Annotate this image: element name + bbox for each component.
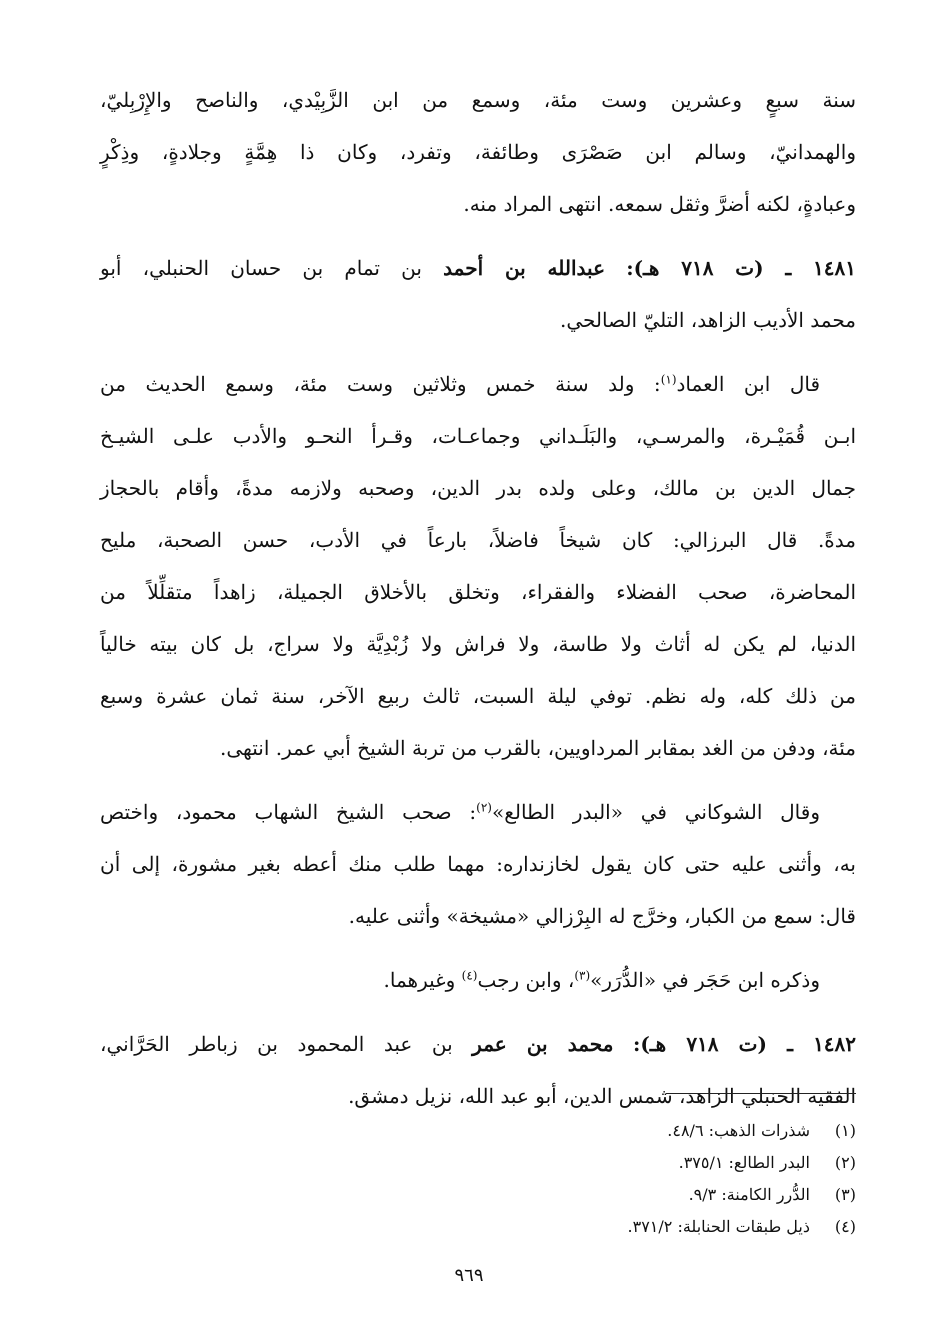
footnote-number: (٤) (834, 1217, 856, 1236)
footnotes (456, 1115, 856, 1243)
footnote-text: ذيل طبقات الحنابلة: ٣٧١/٢. (627, 1217, 810, 1236)
text-line: المحاضرة، صحب الفضلاء والفقراء، وتخلق بالأخلاق الجميلة، زاهداً متقلِّلاً من (100, 580, 856, 604)
entry-number: ١٤٨٢ ـ (ت ٧١٨ هـ): (632, 1032, 857, 1056)
footnote-item (456, 1179, 856, 1211)
entry-number: ١٤٨١ ـ (ت ٧١٨ هـ): (626, 256, 857, 280)
paragraph (100, 786, 856, 942)
text-line: مئة، ودفن من الغد بمقابر المرداويين، بالقرب من تربة الشيخ أبي عمر. انتهى. (220, 736, 856, 760)
entry-text: بن عبد المحمود بن زباطر الحَرَّاني، (100, 1032, 453, 1056)
footnote-ref[interactable]: (١) (660, 372, 677, 387)
text-line: الدنيا، لم يكن له أثاث ولا طاسة، ولا فراش ولا زُبْدِيَّة ولا سراج، بل كان بيته خالياً (100, 632, 856, 656)
text-line: محمد الأديب الزاهد، التليّ الصالحي. (559, 308, 856, 332)
entry-name: محمد بن عمر (472, 1032, 614, 1056)
text-line: وقال الشوكاني في «البدر الطالع»$^{(٢)}$: صحب الشيخ الشهاب محمود، واختص (100, 800, 820, 824)
text-line: مدةً. قال البرزالي: كان شيخاً فاضلاً، بارعاً في الأدب، حسن الصحبة، مليح (100, 528, 857, 552)
page-body (100, 74, 856, 1122)
text-line: والهمدانيّ، وسالم ابن صَصْرَى وطائفة، وتفرد، وكان ذا هِمَّةٍ وجلادةٍ، وذِكْرٍ (100, 140, 856, 164)
footnote-number: (٣) (834, 1185, 856, 1204)
entry-1481 (100, 242, 856, 346)
text-line: قال: سمع من الكبار، وخرَّج له البِرْزالي «مشيخة» وأثنى عليه. (348, 904, 856, 928)
footnote-number: (٢) (834, 1153, 856, 1172)
paragraph (100, 954, 856, 1006)
paragraph (100, 358, 856, 774)
text-line: وذكره ابن حَجَر في «الدُّرَر»$^{(٣)}$، وابن رجب$^{(٤)}$ وغيرهما. (383, 968, 820, 992)
footnote-ref[interactable]: (٢) (476, 800, 492, 815)
text-line: من ذلك كله، وله نظم. توفي ليلة السبت، ثالث ربيع الآخر، سنة ثمان عشرة وسبع (100, 684, 856, 708)
footnote-text: الدُّرر الكامنة: ٩/٣. (688, 1185, 810, 1204)
footnote-item (456, 1211, 856, 1243)
footnote-text: البدر الطالع: ٣٧٥/١. (678, 1153, 810, 1172)
text-line (100, 1018, 856, 1070)
footnote-item (456, 1115, 856, 1147)
entry-text: بن تمام بن حسان الحنبلي، أبو (100, 256, 422, 280)
page-number: ٩٦٩ (454, 1265, 484, 1286)
footnote-divider (666, 1093, 856, 1094)
text-line: سنة سبعٍ وعشرين وست مئة، وسمع من ابن الزَّبِيْدي، والناصح والإِرْبِليّ، (100, 88, 856, 112)
footnote-text: شذرات الذهب: ٤٨/٦. (667, 1121, 810, 1140)
text-line: الفقيه الحنبلي الزاهد، شمس الدين، أبو عبد الله، نزيل دمشق. (348, 1084, 856, 1108)
footnote-ref[interactable]: (٣) (574, 968, 591, 983)
footnote-ref[interactable]: (٤) (461, 968, 478, 983)
footnote-number: (١) (834, 1121, 856, 1140)
text-line (100, 242, 856, 294)
text-line: وعبادةٍ، لكنه أضرَّ وثقل سمعه. انتهى المراد منه. (463, 192, 856, 216)
entry-name: عبدالله بن أحمد (443, 256, 605, 280)
entry-1482 (100, 1018, 856, 1122)
footnote-item (456, 1147, 856, 1179)
text-line: ابـن قُمَيْـرة، والمرسـي، والبَلَـداني وجماعـات، وقـرأ النحـو والأدب علـى الشيـخ (100, 424, 856, 448)
paragraph (100, 74, 856, 230)
text-line: به، وأثنى عليه حتى كان يقول لخازنداره: مهما طلب منك أعطه بغير مشورة، إلى أن (100, 852, 856, 876)
text-line: جمال الدين بن مالك، وعلى ولده بدر الدين، وصحبه ولازمه مدةً، وأقام بالحجاز (100, 476, 856, 500)
text-line: قال ابن العماد$^{(١)}$: ولد سنة خمس وثلاثين وست مئة، وسمع الحديث من (100, 372, 821, 396)
